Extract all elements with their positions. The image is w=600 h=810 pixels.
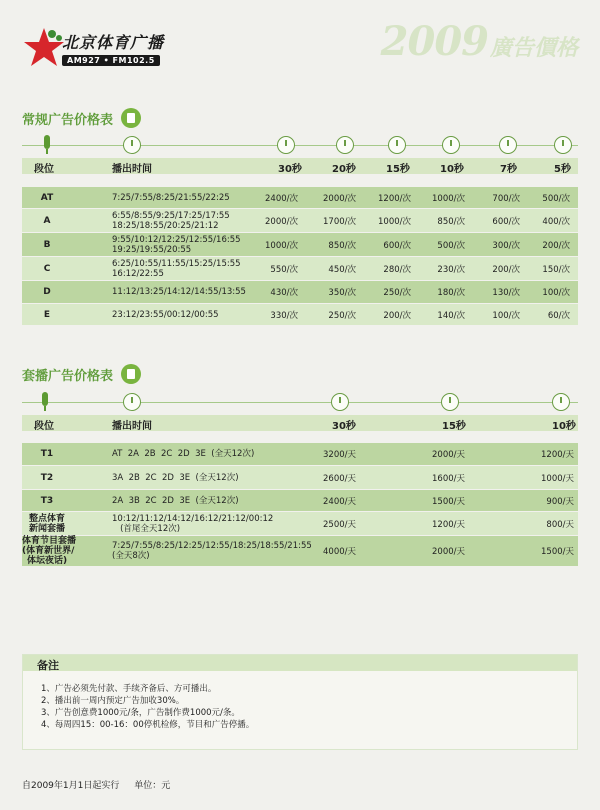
stopwatch-icon: [440, 391, 460, 413]
header-15s: 15秒: [442, 421, 466, 432]
header-10s: 10秒: [440, 164, 464, 175]
row-price: 500/次: [437, 240, 465, 251]
row-price: 330/次: [270, 310, 298, 321]
stopwatch-icon: [498, 134, 518, 156]
stopwatch-icon: [276, 134, 296, 156]
row-slot-code: B: [43, 239, 51, 250]
row-price: 450/次: [328, 264, 356, 275]
row-price: 2400/天: [323, 496, 356, 507]
package-table-header: [22, 415, 578, 431]
microphone-icon: [42, 134, 52, 156]
header-time: 播出时间: [112, 421, 152, 432]
table-row: [22, 281, 578, 303]
row-slot-code: A: [43, 215, 51, 226]
row-broadcast-time: 2A 3B 2C 2D 3E (全天12次): [112, 495, 239, 506]
row-price: 1000/天: [541, 473, 574, 484]
row-price: 2000/天: [432, 547, 465, 557]
star-logo-icon: [22, 26, 66, 70]
table-row: [22, 304, 578, 325]
stopwatch-icon: [335, 134, 355, 156]
row-broadcast-time: 7:25/7:55/8:25/12:25/12:55/18:25/18:55/21:55 (全天8次): [112, 541, 312, 561]
row-price: 1000/次: [265, 240, 298, 251]
clock-icon: [122, 134, 142, 156]
row-slot-code: 体育节目套播 (体育新世界/ 体坛夜话): [22, 536, 77, 566]
row-broadcast-time: 6:25/10:55/11:55/15:25/15:55 16:12/22:55: [112, 258, 241, 279]
header-30s: 30秒: [332, 421, 356, 432]
row-slot-code: AT: [40, 192, 54, 203]
row-price: 100/次: [542, 288, 570, 298]
row-price: 1000/次: [378, 216, 411, 227]
notes-title: 备注: [23, 655, 577, 671]
row-price: 60/次: [547, 310, 570, 321]
notes-list: [23, 671, 577, 731]
row-price: 2000/次: [265, 216, 298, 227]
clock-icon: [122, 391, 142, 413]
row-price: 850/次: [437, 216, 465, 227]
row-price: 200/次: [492, 264, 520, 275]
row-price: 2500/天: [323, 519, 356, 530]
row-price: 500/次: [542, 193, 570, 204]
row-price: 1500/天: [541, 547, 574, 557]
document-icon: [121, 108, 141, 128]
row-broadcast-time: 23:12/23:55/00:12/00:55: [112, 309, 219, 320]
row-slot-code: T3: [40, 495, 54, 506]
row-price: 1500/天: [432, 496, 465, 507]
row-price: 400/次: [542, 216, 570, 227]
row-broadcast-time: 10:12/11:12/14:12/16:12/21:12/00:12 (首尾全天12次): [112, 513, 274, 534]
row-price: 300/次: [492, 240, 520, 251]
package-section-title: [22, 364, 141, 384]
row-price: 2000/次: [323, 193, 356, 204]
table-row: [22, 209, 578, 232]
row-slot-code: T2: [40, 472, 54, 483]
row-price: 250/次: [383, 288, 411, 298]
package-title-text: 套播广告价格表: [22, 368, 114, 384]
table-row: [22, 443, 578, 465]
package-timeline: [22, 391, 578, 413]
row-slot-code: T1: [40, 449, 54, 459]
header-slot: 段位: [34, 164, 54, 175]
row-broadcast-time: 6:55/8:55/9:25/17:25/17:55 18:25/18:55/20:25/21:12: [112, 210, 230, 231]
note-item: 2、播出前一周内预定广告加收30%。: [41, 696, 185, 706]
table-row: [22, 512, 578, 535]
timeline-line: [22, 145, 578, 146]
row-price: 230/次: [437, 264, 465, 275]
stopwatch-icon: [441, 134, 461, 156]
regular-title-text: 常规广告价格表: [22, 112, 114, 128]
row-price: 550/次: [270, 264, 298, 275]
row-price: 180/次: [437, 288, 465, 298]
footer-unit: 单位：元: [134, 781, 171, 791]
row-price: 1200/天: [541, 450, 574, 460]
header-10s: 10秒: [552, 421, 576, 432]
header-15s: 15秒: [386, 164, 410, 175]
table-row: [22, 257, 578, 280]
row-slot-code: 整点体育 新闻套播: [28, 513, 65, 534]
row-price: 2000/天: [432, 450, 465, 460]
row-price: 1200/天: [432, 519, 465, 530]
row-price: 600/次: [492, 216, 520, 227]
row-price: 130/次: [492, 288, 520, 298]
row-price: 1700/次: [323, 216, 356, 227]
row-price: 1200/次: [378, 193, 411, 204]
row-price: 150/次: [542, 264, 570, 275]
row-price: 100/次: [492, 310, 520, 321]
notes-box: [22, 654, 578, 750]
headline: [381, 18, 578, 65]
row-slot-code: C: [43, 263, 51, 274]
header-5s: 5秒: [554, 164, 571, 175]
row-price: 280/次: [383, 264, 411, 275]
stopwatch-icon: [551, 391, 571, 413]
header-time: 播出时间: [112, 164, 152, 175]
footer: [22, 778, 170, 791]
document-icon: [121, 364, 141, 384]
row-slot-code: E: [43, 309, 51, 320]
footer-effective-date: 自2009年1月1日起实行: [22, 781, 120, 791]
headline-year: 2009: [380, 18, 488, 65]
row-price: 140/次: [437, 310, 465, 321]
row-broadcast-time: AT 2A 2B 2C 2D 3E (全天12次): [112, 449, 255, 459]
stopwatch-icon: [330, 391, 350, 413]
row-broadcast-time: 7:25/7:55/8:25/21:55/22:25: [112, 192, 230, 203]
row-broadcast-time: 9:55/10:12/12:25/12:55/16:55 19:25/19:55/20:55: [112, 234, 241, 255]
logo-frequency: AM927 • FM102.5: [62, 55, 160, 66]
header-7s: 7秒: [500, 164, 517, 175]
row-price: 1000/次: [432, 193, 465, 204]
table-row: [22, 536, 578, 566]
row-price: 600/次: [383, 240, 411, 251]
microphone-icon: [40, 391, 50, 413]
row-broadcast-time: 3A 2B 2C 2D 3E (全天12次): [112, 472, 239, 483]
regular-timeline: [22, 134, 578, 156]
row-price: 800/天: [546, 519, 574, 530]
logo-name: 北京体育广播: [62, 33, 165, 52]
row-price: 2600/天: [323, 473, 356, 484]
row-price: 700/次: [492, 193, 520, 204]
stopwatch-icon: [387, 134, 407, 156]
table-row: [22, 490, 578, 511]
table-row: [22, 187, 578, 208]
logo: [18, 18, 178, 76]
row-price: 3200/天: [323, 450, 356, 460]
row-price: 200/次: [383, 310, 411, 321]
row-price: 2400/次: [265, 193, 298, 204]
row-broadcast-time: 11:12/13:25/14:12/14:55/13:55: [112, 287, 246, 297]
regular-section-title: [22, 108, 141, 128]
row-price: 850/次: [328, 240, 356, 251]
note-item: 3、广告创意费1000元/条，广告制作费1000元/条。: [41, 708, 240, 718]
row-price: 1600/天: [432, 473, 465, 484]
regular-table-header: [22, 158, 578, 174]
row-slot-code: D: [43, 287, 51, 297]
stopwatch-icon: [553, 134, 573, 156]
row-price: 900/天: [546, 496, 574, 507]
note-item: 1、广告必须先付款、手续齐备后、方可播出。: [41, 684, 217, 694]
timeline-line: [22, 402, 578, 403]
header-20s: 20秒: [332, 164, 356, 175]
header-30s: 30秒: [278, 164, 302, 175]
note-item: 4、每周四15：00-16：00停机检修，节目和广告停播。: [41, 720, 255, 730]
table-row: [22, 466, 578, 489]
row-price: 200/次: [542, 240, 570, 251]
row-price: 350/次: [328, 288, 356, 298]
row-price: 4000/天: [323, 547, 356, 557]
table-row: [22, 233, 578, 256]
header-slot: 段位: [34, 421, 54, 432]
row-price: 250/次: [328, 310, 356, 321]
row-price: 430/次: [270, 288, 298, 298]
headline-text: 廣告價格: [489, 35, 578, 61]
